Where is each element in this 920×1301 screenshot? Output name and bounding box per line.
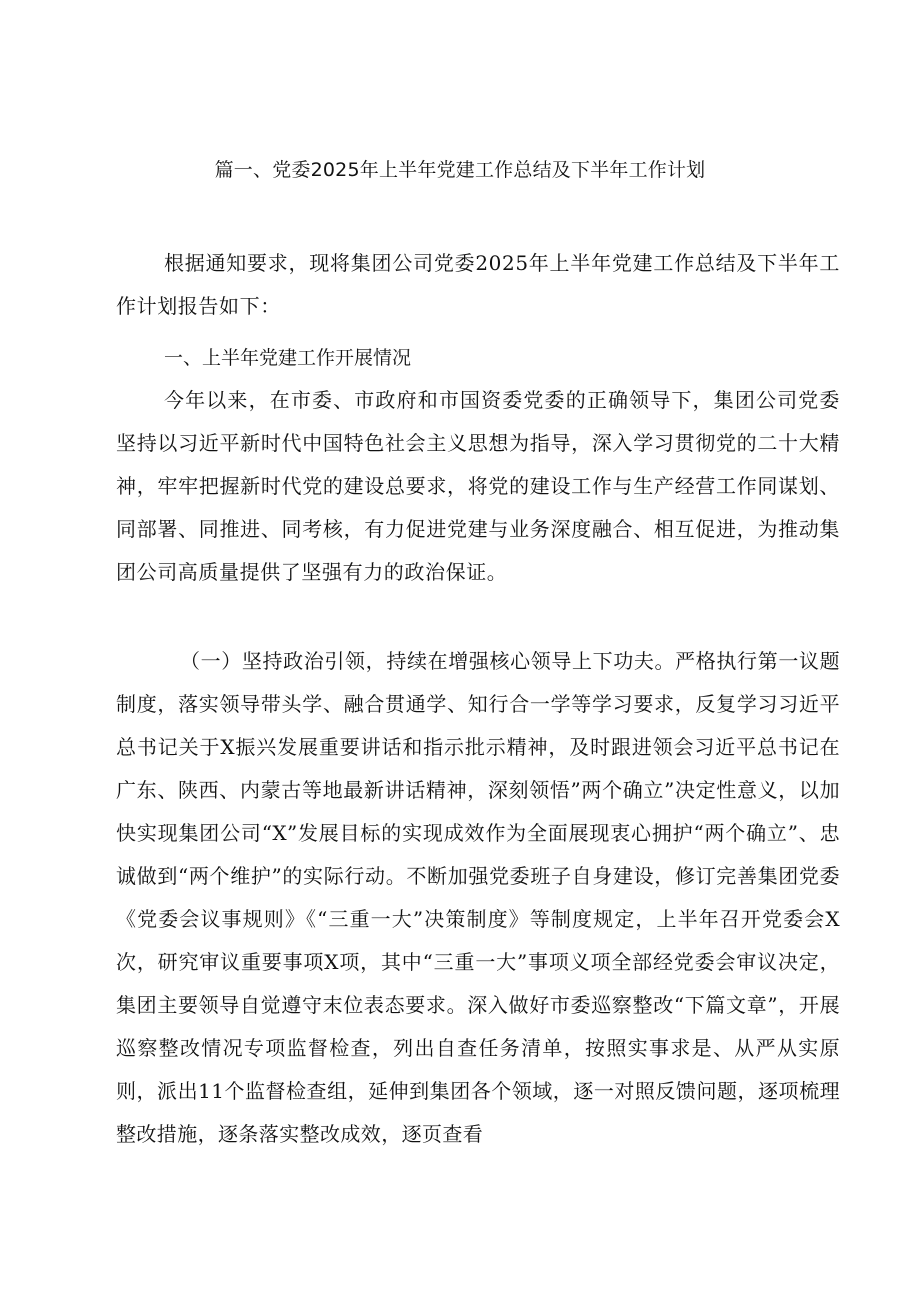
- intro-paragraph: 根据通知要求，现将集团公司党委2025年上半年党建工作总结及下半年工作计划报告如下：: [116, 251, 840, 318]
- body-paragraph-2: （一）坚持政治引领，持续在增强核心领导上下功夫。严格执行第一议题制度，落实领导带头学、融合贯通学、知行合一学等学习要求，反复学习习近平总书记关于X振兴发展重要讲话和指示批示精神，及时跟进领会习近平总书记在广东、陕西、内蒙古等地最新讲话精神，深刻领悟”两个确立”决定性意义，以加快实现集团公司“X”发展目标的实现成效作为全面展现衷心拥护“两个确立”、忠诚做到“两个维护”的实际行动。不断加强党委班子自身建设，修订完善集团党委《党委会议事规则》《“三重一大”决策制度》等制度规定，上半年召开党委会X次，研究审议重要事项X项，其中“三重一大”事项义项全部经党委会审议决定，集团主要领导自觉遵守末位表态要求。深入做好市委巡察整改“下篇文章”，开展巡察整改情况专项监督检查，列出自查任务清单，按照实事求是、从严从实原则，派出11个监督检查组，延伸到集团各个领域，逐一对照反馈问题，逐项梳理整改措施，逐条落实整改成效，逐页查看: [116, 649, 840, 1146]
- section-heading: 一、上半年党建工作开展情况: [164, 347, 412, 369]
- document-title: 篇一、党委2025年上半年党建工作总结及下半年工作计划: [214, 159, 706, 181]
- body-paragraph-1: 今年以来，在市委、市政府和市国资委党委的正确领导下，集团公司党委坚持以习近平新时代中国特色社会主义思想为指导，深入学习贯彻党的二十大精神，牢牢把握新时代党的建设总要求，将党的建设工作与生产经营工作同谋划、同部署、同推进、同考核，有力促进党建与业务深度融合、相互促进，为推动集团公司高质量提供了坚强有力的政治保证。: [116, 388, 840, 584]
